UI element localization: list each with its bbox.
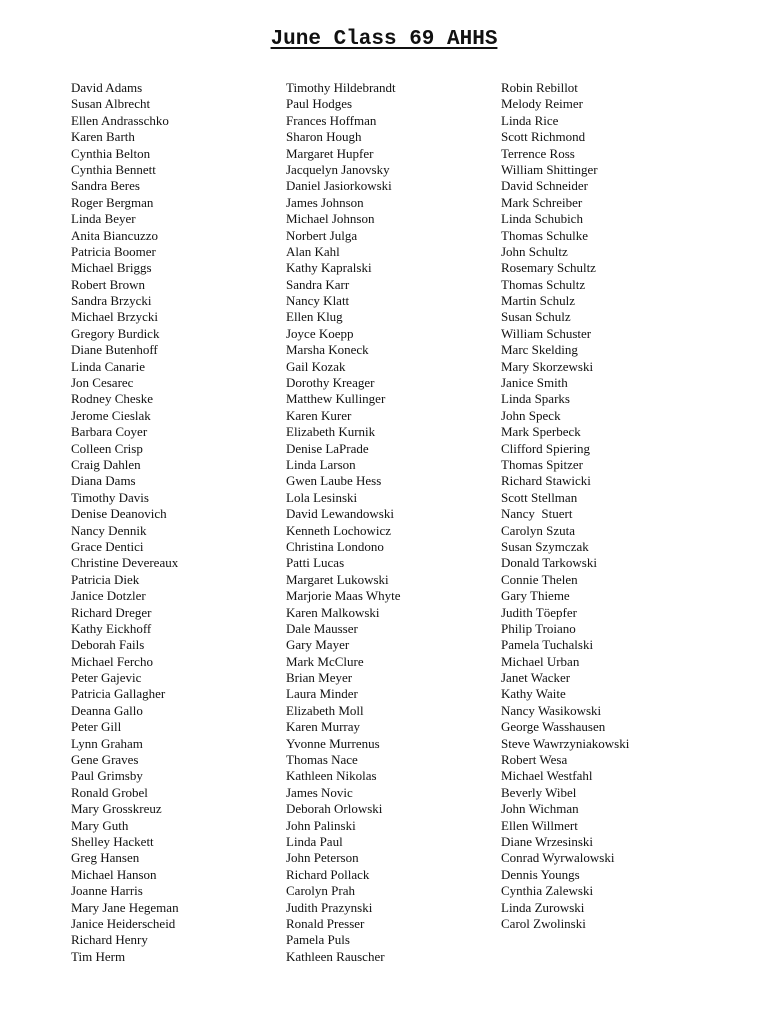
name-list-item: Gregory Burdick [71,325,160,341]
name-list-item: Judith Prazynski [286,899,373,915]
name-list-item: Pamela Puls [286,932,350,948]
name-list-item: Patricia Gallagher [71,686,166,702]
name-column-2 [286,80,401,965]
name-list-item: Dorothy Kreager [286,375,375,391]
name-list-item: Mark Sperbeck [501,424,581,440]
name-list-item: Frances Hoffman [286,112,377,128]
name-list-item: Beverly Wibel [501,784,577,800]
name-list-item: Karen Barth [71,129,135,145]
name-list-item: Tim Herm [71,948,126,964]
name-list-item: Alan Kahl [286,243,340,259]
name-list-item: Peter Gajevic [71,670,142,686]
name-list-item: Gene Graves [71,752,139,768]
name-list-item: Margaret Hupfer [286,145,374,161]
name-list-item: Roger Bergman [71,194,154,210]
name-list-item: Steve Wawrzyniakowski [501,735,630,751]
name-list-item: Sharon Hough [286,129,362,145]
name-list-item: John Speck [501,407,561,423]
name-list-item: Diane Wrzesinski [501,833,594,849]
name-list-item: Cynthia Bennett [71,161,156,177]
name-list-item: Richard Henry [71,932,148,948]
name-list-item: Kathleen Nikolas [286,768,377,784]
name-list-item: Nancy Wasikowski [501,702,602,718]
name-list-item: John Peterson [286,850,359,866]
name-list-item: Margaret Lukowski [286,571,389,587]
name-list-item: Barbara Coyer [71,424,148,440]
name-list-item: John Schultz [501,243,568,259]
name-list-item: Thomas Schulke [501,227,589,243]
name-list-item: Kenneth Lochowicz [286,522,392,538]
name-list-item: Carol Zwolinski [501,915,586,931]
name-list-item: Anita Biancuzzo [71,227,158,243]
name-list-item: Daniel Jasiorkowski [286,178,392,194]
name-list-item: David Schneider [501,178,589,194]
name-list-item: Melody Reimer [501,96,583,112]
name-list-item: Scott Stellman [501,489,578,505]
name-list-item: Nancy Klatt [286,293,350,309]
name-list-item: Joanne Harris [71,883,143,899]
name-list-item: Richard Dreger [71,604,152,620]
name-list-item: Judith Töepfer [501,604,577,620]
name-list-item: Kathy Kapralski [286,260,372,276]
name-list-item: Michael Brzycki [71,309,158,325]
name-list-item: Linda Beyer [71,211,136,227]
name-list-item: Joyce Koepp [286,325,354,341]
name-list-item: Matthew Kullinger [286,391,386,407]
name-list-item: William Schuster [501,325,592,341]
name-list-item: Kathy Waite [501,686,566,702]
name-list-item: John Palinski [286,817,356,833]
name-list-item: Elizabeth Kurnik [286,424,376,440]
name-list-item: Michael Hanson [71,866,157,882]
name-list-item: Brian Meyer [286,670,353,686]
name-list-item: Timothy Hildebrandt [286,80,396,95]
name-list-item: Sandra Beres [71,178,140,194]
name-list-item: Ellen Klug [286,309,343,325]
name-list-item: Sandra Karr [286,276,350,292]
name-list-item: David Adams [71,80,143,95]
name-list-item: Susan Szymczak [501,538,589,554]
name-list-item: Ellen Andrasschko [71,112,169,128]
name-list-item: Michael Johnson [286,211,375,227]
name-list-item: Dennis Youngs [501,866,580,882]
name-list-item: Rodney Cheske [71,391,153,407]
name-column-3 [501,80,629,932]
name-list-item: Ellen Willmert [501,817,578,833]
name-list-item: Richard Stawicki [501,473,591,489]
name-list-item: Deanna Gallo [71,702,143,718]
name-list-item: Lynn Graham [71,735,143,751]
name-list-item: Paul Hodges [286,96,353,112]
name-list-item: Timothy Davis [71,489,149,505]
name-list-item: Norbert Julga [286,227,358,243]
name-list-item: Colleen Crisp [71,440,143,456]
name-list-item: Marjorie Maas Whyte [286,588,401,604]
name-list-item: Jon Cesarec [71,375,134,391]
name-list-item: Carolyn Szuta [501,522,576,538]
name-list-item: Thomas Nace [286,752,358,768]
name-list-item: Laura Minder [286,686,358,702]
page-title-text: June Class 69 AHHS [270,28,498,51]
name-list-item: David Lewandowski [286,506,394,522]
name-list-item: Nancy Dennik [71,522,147,538]
name-list-item: Janet Wacker [501,670,571,686]
name-list-item: Greg Hansen [71,850,140,866]
name-list-item: Susan Schulz [501,309,571,325]
name-list-item: Donald Tarkowski [501,555,597,571]
name-list-item: Linda Larson [286,456,356,472]
name-list-item: Mark Schreiber [501,194,583,210]
name-list-item: Yvonne Murrenus [286,735,380,751]
name-list-item: Karen Murray [286,719,360,735]
name-list-item: Michael Fercho [71,653,153,669]
name-list-item: Jacquelyn Janovsky [286,161,390,177]
name-list-item: Mary Skorzewski [501,358,594,374]
name-list-item: William Shittinger [501,161,598,177]
name-list-item: Shelley Hackett [71,833,154,849]
name-list-item: Nancy Stuert [501,506,573,522]
name-list-item: Michael Briggs [71,260,152,276]
name-list-item: Clifford Spiering [501,440,590,456]
name-list-item: Linda Paul [286,833,343,849]
name-list-item: Sandra Brzycki [71,293,152,309]
name-list-item: Ronald Grobel [71,784,148,800]
name-list-item: Gary Mayer [286,637,350,653]
name-list-item: Janice Heiderscheid [71,915,176,931]
name-list-item: Linda Schubich [501,211,583,227]
name-list-item: Denise LaPrade [286,440,369,456]
name-list-item: Marc Skelding [501,342,578,358]
name-list-item: Robert Brown [71,276,146,292]
name-list-item: Peter Gill [71,719,122,735]
name-list-item: Craig Dahlen [71,456,141,472]
name-list-item: Kathy Eickhoff [71,620,152,636]
name-list-item: Michael Westfahl [501,768,593,784]
name-list-item: Mary Guth [71,817,129,833]
name-list-item: Cynthia Zalewski [501,883,594,899]
name-list-item: Lola Lesinski [286,489,358,505]
name-list-item: James Novic [286,784,353,800]
name-list-item: Rosemary Schultz [501,260,596,276]
name-list-item: Pamela Tuchalski [501,637,594,653]
name-list-item: Patricia Boomer [71,243,156,259]
name-list-item: Kathleen Rauscher [286,948,385,964]
name-list-item: Gwen Laube Hess [286,473,382,489]
name-list-item: Gary Thieme [501,588,570,604]
name-list-item: Linda Sparks [501,391,570,407]
name-list-item: Gail Kozak [286,358,346,374]
name-list-item: Christina Londono [286,538,384,554]
name-list-item: Ronald Presser [286,915,365,931]
name-list-item: Linda Zurowski [501,899,585,915]
name-list-item: Elizabeth Moll [286,702,364,718]
name-list-item: Karen Malkowski [286,604,380,620]
name-list-item: Patti Lucas [286,555,345,571]
name-list-item: Linda Rice [501,112,559,128]
name-list-item: Karen Kurer [286,407,352,423]
name-list-item: Paul Grimsby [71,768,143,784]
name-list-item: Christine Devereaux [71,555,179,571]
name-list-item: Robert Wesa [501,752,568,768]
name-list-item: Philip Troiano [501,620,576,636]
name-list-item: Conrad Wyrwalowski [501,850,615,866]
name-list-item: Janice Smith [501,375,568,391]
name-list-item: Scott Richmond [501,129,586,145]
name-list-item: James Johnson [286,194,364,210]
name-list-item: Richard Pollack [286,866,370,882]
name-list-item: Robin Rebillot [501,80,578,95]
name-list-item: Cynthia Belton [71,145,151,161]
name-column-1 [71,80,179,965]
name-list-item: Thomas Spitzer [501,456,583,472]
name-list-item: Diana Dams [71,473,136,489]
name-list-item: Janice Dotzler [71,588,146,604]
name-list-item: Jerome Cieslak [71,407,151,423]
name-list-item: Deborah Orlowski [286,801,383,817]
name-list-item: Susan Albrecht [71,96,151,112]
name-list-item: Deborah Fails [71,637,145,653]
name-list-item: Mark McClure [286,653,364,669]
name-list-item: Martin Schulz [501,293,576,309]
name-list-item: Mary Grosskreuz [71,801,162,817]
name-list-item: Mary Jane Hegeman [71,899,179,915]
name-list-item: Connie Thelen [501,571,578,587]
name-list-item: Thomas Schultz [501,276,586,292]
name-list-item: John Wichman [501,801,579,817]
name-list-item: Carolyn Prah [286,883,355,899]
name-list-item: Diane Butenhoff [71,342,158,358]
name-list-item: Grace Dentici [71,538,144,554]
name-list-item: Linda Canarie [71,358,145,374]
name-list-item: Michael Urban [501,653,580,669]
name-list-item: Terrence Ross [501,145,575,161]
name-list-item: Denise Deanovich [71,506,167,522]
page-title [0,27,768,53]
name-list-item: George Wasshausen [501,719,606,735]
name-list-item: Patricia Diek [71,571,140,587]
name-list-item: Dale Mausser [286,620,358,636]
name-list-item: Marsha Koneck [286,342,369,358]
